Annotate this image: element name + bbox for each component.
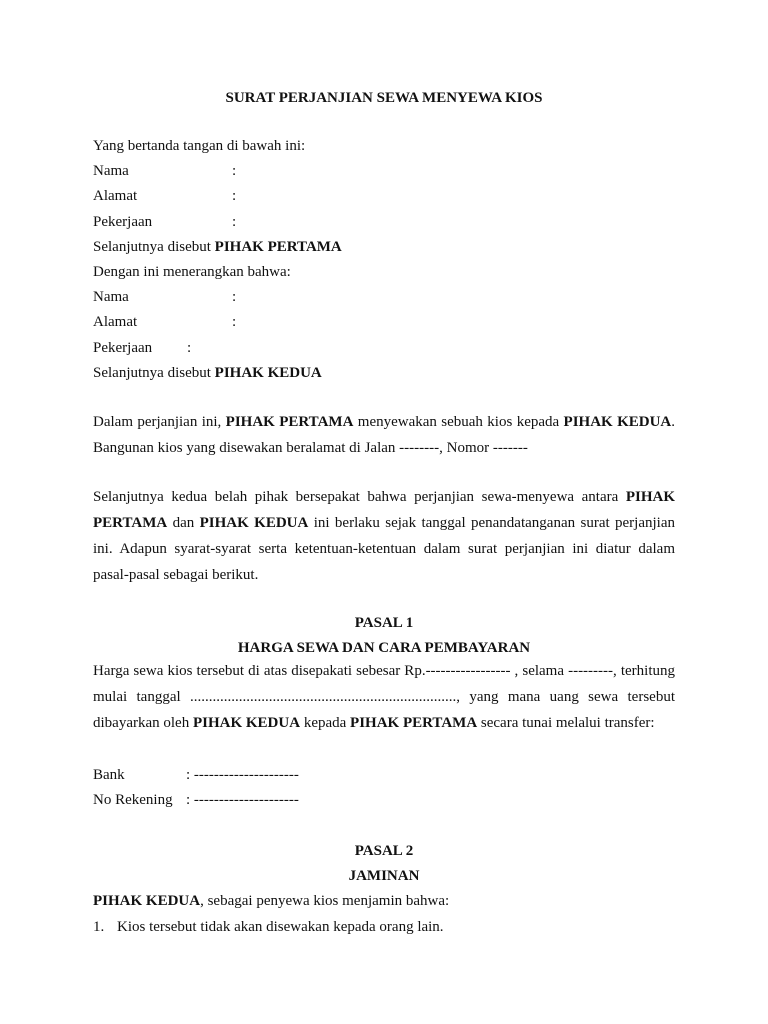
- paragraph-2: [93, 484, 675, 588]
- para1-bold-1: PIHAK PERTAMA: [225, 414, 354, 430]
- list-item: [93, 917, 675, 937]
- pasal2-bold-1: PIHAK KEDUA: [93, 893, 201, 909]
- para1-bold-2: PIHAK KEDUA: [563, 414, 672, 430]
- party2-alamat-colon: :: [232, 314, 237, 330]
- bank-value: : ---------------------: [186, 767, 299, 783]
- pasal2-text-1: , sebagai penyewa kios menjamin bahwa:: [200, 893, 450, 909]
- para2-text-2: dan: [167, 515, 200, 531]
- bank-row: [93, 765, 675, 785]
- connector-text: Dengan ini menerangkan bahwa:: [93, 264, 291, 280]
- party2-nama-label: Nama: [93, 289, 129, 305]
- para1-text-3: . Bangunan kios yang disewakan beralamat di Jalan --------, Nomor -------: [93, 414, 676, 456]
- list-item-text: Kios tersebut tidak akan disewakan kepada orang lain.: [117, 919, 444, 935]
- party1-alamat-label: Alamat: [93, 188, 138, 204]
- pasal1-heading: HARGA SEWA DAN CARA PEMBAYARAN: [237, 640, 531, 656]
- bank-label: Bank: [93, 767, 125, 783]
- pasal2-number: PASAL 2: [354, 843, 414, 859]
- party2-pekerjaan-row: [93, 338, 675, 358]
- rekening-row: [93, 790, 675, 810]
- list-item-number: 1.: [93, 919, 105, 935]
- party2-pekerjaan-label: Pekerjaan: [93, 340, 153, 356]
- pasal2-intro: [93, 891, 675, 911]
- paragraph-1: [93, 409, 675, 461]
- party1-nama-label: Nama: [93, 163, 129, 179]
- para2-bold-2: PIHAK KEDUA: [199, 515, 309, 531]
- pasal1-paragraph: [93, 658, 675, 736]
- party1-designation: [93, 237, 675, 257]
- party1-pekerjaan-row: [93, 212, 675, 232]
- party2-designation-prefix: Selanjutnya disebut: [93, 365, 215, 381]
- para2-bold-1: PIHAK PERTAMA: [93, 489, 675, 531]
- para2-text-3: ini berlaku sejak tanggal penandatanganan surat perjanjian ini. Adapun syarat-syarat serta ketentuan-ketentuan dalam surat perjanjian ini diatur dalam pasal-pasal sebagai berikut.: [93, 515, 675, 583]
- document-title: SURAT PERJANJIAN SEWA MENYEWA KIOS: [225, 90, 543, 106]
- party1-pekerjaan-label: Pekerjaan: [93, 214, 153, 230]
- party2-designation: [93, 363, 675, 383]
- pasal1-text-1: Harga sewa kios tersebut di atas disepakati sebesar Rp.----------------- , selama ---------, terhitung mulai tanggal ......................................................................., yang mana uang sewa tersebut dibayarkan oleh: [93, 663, 675, 731]
- party1-pekerjaan-colon: :: [232, 214, 237, 230]
- pasal2-heading: JAMINAN: [348, 868, 420, 884]
- rekening-label: No Rekening: [93, 792, 173, 808]
- party2-nama-row: [93, 287, 675, 307]
- para2-text-1: Selanjutnya kedua belah pihak bersepakat bahwa perjanjian sewa-menyewa antara: [93, 489, 626, 505]
- party1-designation-name: PIHAK PERTAMA: [214, 239, 342, 255]
- party2-alamat-row: [93, 312, 675, 332]
- party1-alamat-row: [93, 186, 675, 206]
- pasal1-bold-1: PIHAK KEDUA: [192, 715, 301, 731]
- party2-designation-name: PIHAK KEDUA: [214, 365, 322, 381]
- party1-nama-colon: :: [232, 163, 237, 179]
- para1-text-1: Dalam perjanjian ini,: [93, 414, 226, 430]
- party2-pekerjaan-colon: :: [187, 340, 192, 356]
- intro-text: Yang bertanda tangan di bawah ini:: [93, 138, 306, 154]
- para1-text-2: menyewakan sebuah kios kepada: [353, 414, 564, 430]
- pasal1-number: PASAL 1: [354, 615, 414, 631]
- party2-nama-colon: :: [232, 289, 237, 305]
- pasal1-bold-2: PIHAK PERTAMA: [350, 715, 478, 731]
- pasal1-text-3: secara tunai melalui transfer:: [477, 715, 655, 731]
- party2-alamat-label: Alamat: [93, 314, 138, 330]
- party1-designation-prefix: Selanjutnya disebut: [93, 239, 215, 255]
- party1-nama-row: [93, 161, 675, 181]
- pasal1-text-2: kepada: [300, 715, 351, 731]
- party1-alamat-colon: :: [232, 188, 237, 204]
- rekening-value: : ---------------------: [186, 792, 299, 808]
